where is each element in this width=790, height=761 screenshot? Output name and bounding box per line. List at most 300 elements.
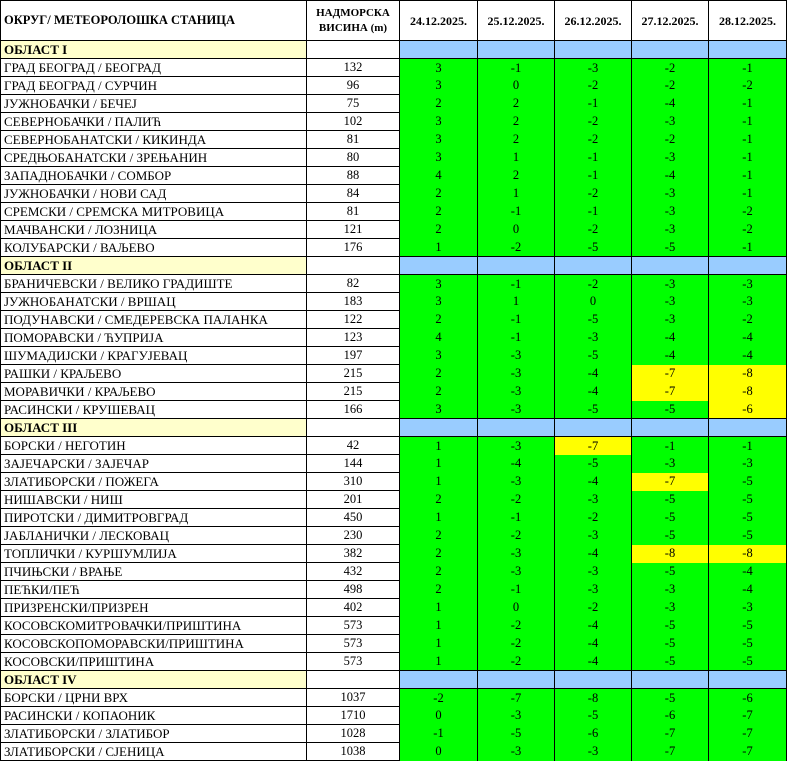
station-name: КОЛУБАРСКИ / ВАЉЕВО (1, 239, 307, 257)
station-row (1, 545, 787, 563)
station-row (1, 275, 787, 293)
temperature-value: -5 (555, 239, 632, 257)
section-elevation-cell (307, 671, 400, 689)
temperature-value: -7 (478, 689, 555, 707)
station-elevation: 176 (307, 239, 400, 257)
station-elevation: 498 (307, 581, 400, 599)
temperature-value: -5 (555, 311, 632, 329)
temperature-value: 2 (400, 527, 478, 545)
section-elevation-cell (307, 419, 400, 437)
station-row (1, 743, 787, 761)
header-elevation-line1: НАДМОРСКА (316, 6, 390, 19)
temperature-value: -1 (709, 239, 787, 257)
station-row (1, 437, 787, 455)
section-date-cell (709, 41, 787, 59)
temperature-value: 3 (400, 347, 478, 365)
header-row (1, 1, 787, 41)
temperature-value: -3 (632, 149, 709, 167)
station-name: ЗЛАТИБОРСКИ / СЈЕНИЦА (1, 743, 307, 761)
temperature-value: -8 (632, 545, 709, 563)
temperature-value: 1 (400, 635, 478, 653)
station-name: БРАНИЧЕВСКИ / ВЕЛИКО ГРАДИШТЕ (1, 275, 307, 293)
temperature-value: -7 (709, 707, 787, 725)
temperature-value: -3 (632, 221, 709, 239)
header-date: 26.12.2025. (555, 1, 632, 41)
station-elevation: 215 (307, 365, 400, 383)
header-date: 25.12.2025. (478, 1, 555, 41)
section-date-cell (478, 257, 555, 275)
section-elevation-cell (307, 257, 400, 275)
temperature-value: 0 (478, 77, 555, 95)
temperature-value: -4 (555, 473, 632, 491)
temperature-value: -2 (478, 239, 555, 257)
temperature-value: -1 (709, 437, 787, 455)
station-row (1, 527, 787, 545)
temperature-value: -5 (555, 347, 632, 365)
temperature-value: -4 (709, 347, 787, 365)
temperature-value: -4 (555, 365, 632, 383)
temperature-value: -1 (478, 509, 555, 527)
temperature-value: 0 (478, 599, 555, 617)
temperature-value: -5 (632, 653, 709, 671)
temperature-value: -3 (478, 347, 555, 365)
temperature-value: 1 (400, 473, 478, 491)
temperature-value: -3 (555, 563, 632, 581)
section-date-cell (709, 419, 787, 437)
station-elevation: 88 (307, 167, 400, 185)
temperature-value: -5 (555, 455, 632, 473)
station-elevation: 215 (307, 383, 400, 401)
temperature-value: 1 (400, 437, 478, 455)
station-elevation: 121 (307, 221, 400, 239)
temperature-value: 2 (400, 221, 478, 239)
temperature-value: -2 (555, 131, 632, 149)
station-elevation: 102 (307, 113, 400, 131)
section-elevation-cell (307, 41, 400, 59)
temperature-value: -2 (555, 275, 632, 293)
station-elevation: 84 (307, 185, 400, 203)
station-elevation: 197 (307, 347, 400, 365)
section-date-cell (555, 671, 632, 689)
temperature-value: 2 (400, 365, 478, 383)
temperature-value: -1 (478, 311, 555, 329)
temperature-value: -8 (709, 365, 787, 383)
station-name: ГРАД БЕОГРАД / БЕОГРАД (1, 59, 307, 77)
temperature-value: -3 (632, 185, 709, 203)
temperature-value: 2 (478, 131, 555, 149)
temperature-value: 1 (400, 617, 478, 635)
temperature-value: -2 (555, 599, 632, 617)
section-date-cell (632, 419, 709, 437)
temperature-value: -5 (709, 635, 787, 653)
temperature-value: -5 (632, 401, 709, 419)
station-row (1, 581, 787, 599)
temperature-value: -5 (555, 401, 632, 419)
station-row (1, 185, 787, 203)
temperature-value: -2 (555, 185, 632, 203)
temperature-value: -7 (632, 383, 709, 401)
section-label: ОБЛАСТ IV (1, 671, 307, 689)
station-name: ЗАЈЕЧАРСКИ / ЗАЈЕЧАР (1, 455, 307, 473)
station-elevation: 183 (307, 293, 400, 311)
temperature-value: -3 (709, 275, 787, 293)
temperature-value: -4 (555, 617, 632, 635)
temperature-value: 1 (400, 599, 478, 617)
station-elevation: 573 (307, 635, 400, 653)
section-row (1, 41, 787, 59)
station-elevation: 75 (307, 95, 400, 113)
temperature-value: -7 (709, 743, 787, 761)
temperature-value: -5 (478, 725, 555, 743)
section-row (1, 671, 787, 689)
station-elevation: 123 (307, 329, 400, 347)
station-row (1, 617, 787, 635)
station-name: БОРСКИ / НЕГОТИН (1, 437, 307, 455)
station-row (1, 131, 787, 149)
station-elevation: 81 (307, 203, 400, 221)
station-name: ПЕЋКИ/ПЕЋ (1, 581, 307, 599)
temperature-value: 1 (478, 185, 555, 203)
temperature-value: -5 (709, 527, 787, 545)
station-row (1, 95, 787, 113)
station-name: МАЧВАНСКИ / ЛОЗНИЦА (1, 221, 307, 239)
temperature-value: -1 (709, 185, 787, 203)
station-elevation: 1710 (307, 707, 400, 725)
temperature-value: -1 (478, 59, 555, 77)
temperature-value: -3 (632, 203, 709, 221)
temperature-value: 2 (478, 113, 555, 131)
temperature-value: -7 (632, 725, 709, 743)
station-name: ПОМОРАВСКИ / ЋУПРИЈА (1, 329, 307, 347)
temperature-value: 2 (400, 203, 478, 221)
section-date-cell (555, 419, 632, 437)
temperature-value: -1 (478, 329, 555, 347)
temperature-value: -5 (632, 509, 709, 527)
temperature-value: 1 (400, 239, 478, 257)
station-row (1, 365, 787, 383)
station-name: НИШАВСКИ / НИШ (1, 491, 307, 509)
temperature-value: 2 (400, 491, 478, 509)
section-date-cell (400, 419, 478, 437)
temperature-value: -3 (709, 455, 787, 473)
temperature-value: -1 (709, 149, 787, 167)
temperature-value: 3 (400, 149, 478, 167)
temperature-value: -3 (478, 401, 555, 419)
station-name: МОРАВИЧКИ / КРАЉЕВО (1, 383, 307, 401)
station-elevation: 230 (307, 527, 400, 545)
station-row (1, 653, 787, 671)
temperature-value: -3 (709, 293, 787, 311)
station-name: ЈАБЛАНИЧКИ / ЛЕСКОВАЦ (1, 527, 307, 545)
temperature-value: -3 (632, 311, 709, 329)
temperature-value: -6 (555, 725, 632, 743)
temperature-value: 2 (400, 545, 478, 563)
station-name: ЗАПАДНОБАЧКИ / СОМБОР (1, 167, 307, 185)
temperature-value: -2 (478, 617, 555, 635)
temperature-value: -3 (478, 545, 555, 563)
station-name: ЈУЖНОБАЧКИ / НОВИ САД (1, 185, 307, 203)
temperature-value: 0 (555, 293, 632, 311)
temperature-value: -3 (709, 599, 787, 617)
temperature-value: -4 (555, 635, 632, 653)
temperature-value: -2 (478, 491, 555, 509)
station-name: БОРСКИ / ЦРНИ ВРХ (1, 689, 307, 707)
table-body (1, 41, 787, 761)
station-elevation: 432 (307, 563, 400, 581)
temperature-value: 3 (400, 401, 478, 419)
temperature-value: -1 (709, 95, 787, 113)
station-name: ГРАД БЕОГРАД / СУРЧИН (1, 77, 307, 95)
station-name: СЕВЕРНОБАНАТСКИ / КИКИНДА (1, 131, 307, 149)
station-name: ТОПЛИЧКИ / КУРШУМЛИЈА (1, 545, 307, 563)
station-elevation: 122 (307, 311, 400, 329)
station-name: ЈУЖНОБАНАТСКИ / ВРШАЦ (1, 293, 307, 311)
station-row (1, 635, 787, 653)
station-row (1, 167, 787, 185)
station-row (1, 113, 787, 131)
temperature-value: 1 (400, 455, 478, 473)
temperature-value: -2 (632, 131, 709, 149)
station-name: РАШКИ / КРАЉЕВО (1, 365, 307, 383)
section-row (1, 419, 787, 437)
temperature-value: -7 (632, 473, 709, 491)
temperature-value: -1 (555, 203, 632, 221)
temperature-value: -1 (709, 167, 787, 185)
temperature-value: 3 (400, 113, 478, 131)
temperature-value: -4 (709, 329, 787, 347)
temperature-value: -2 (709, 77, 787, 95)
temperature-value: -5 (632, 491, 709, 509)
temperature-value: -2 (632, 77, 709, 95)
station-row (1, 563, 787, 581)
header-date: 28.12.2025. (709, 1, 787, 41)
temperature-value: -4 (555, 545, 632, 563)
temperature-value: 3 (400, 131, 478, 149)
temperature-value: -8 (709, 383, 787, 401)
temperature-value: -2 (709, 311, 787, 329)
station-row (1, 59, 787, 77)
temperature-value: -1 (478, 203, 555, 221)
section-date-cell (632, 671, 709, 689)
station-row (1, 473, 787, 491)
temperature-value: -1 (632, 437, 709, 455)
temperature-value: -7 (632, 743, 709, 761)
temperature-value: -5 (632, 239, 709, 257)
temperature-value: 3 (400, 59, 478, 77)
station-row (1, 725, 787, 743)
station-elevation: 80 (307, 149, 400, 167)
station-elevation: 1038 (307, 743, 400, 761)
temperature-value: -1 (555, 149, 632, 167)
section-date-cell (632, 257, 709, 275)
section-date-cell (400, 671, 478, 689)
temperature-value: -1 (709, 113, 787, 131)
station-name: СРЕМСКИ / СРЕМСКА МИТРОВИЦА (1, 203, 307, 221)
temperature-value: -7 (555, 437, 632, 455)
station-name: КОСОВСКОМИТРОВАЧКИ/ПРИШТИНА (1, 617, 307, 635)
temperature-value: -3 (478, 473, 555, 491)
temperature-value: -4 (632, 167, 709, 185)
temperature-value: 2 (400, 311, 478, 329)
station-row (1, 599, 787, 617)
station-name: КОСОВСКИ/ПРИШТИНА (1, 653, 307, 671)
station-name: СЕВЕРНОБАЧКИ / ПАЛИЋ (1, 113, 307, 131)
station-elevation: 96 (307, 77, 400, 95)
temperature-value: -2 (632, 59, 709, 77)
temperature-value: 1 (478, 293, 555, 311)
section-date-cell (555, 41, 632, 59)
section-date-cell (478, 419, 555, 437)
station-name: РАСИНСКИ / КРУШЕВАЦ (1, 401, 307, 419)
station-name: СРЕДЊОБАНАТСКИ / ЗРЕЊАНИН (1, 149, 307, 167)
temperature-value: 2 (478, 95, 555, 113)
section-date-cell (632, 41, 709, 59)
temperature-value: -3 (478, 383, 555, 401)
header-elevation-line2: ВИСИНА (m) (318, 21, 388, 34)
header-region-station: ОКРУГ/ МЕТЕОРОЛОШКА СТАНИЦА (1, 1, 307, 41)
temperature-value: 2 (400, 383, 478, 401)
temperature-value: -8 (709, 545, 787, 563)
temperature-value: -4 (632, 347, 709, 365)
temperature-value: -3 (555, 329, 632, 347)
temperature-value: -3 (632, 113, 709, 131)
station-elevation: 42 (307, 437, 400, 455)
temperature-value: -8 (555, 689, 632, 707)
temperature-value: -2 (400, 689, 478, 707)
temperature-value: -3 (478, 365, 555, 383)
temperature-value: -4 (709, 581, 787, 599)
station-row (1, 707, 787, 725)
station-elevation: 402 (307, 599, 400, 617)
temperature-value: -4 (555, 383, 632, 401)
temperature-value: -3 (632, 599, 709, 617)
station-row (1, 401, 787, 419)
section-date-cell (400, 257, 478, 275)
station-elevation: 132 (307, 59, 400, 77)
temperature-value: -5 (632, 689, 709, 707)
temperature-value: -1 (555, 167, 632, 185)
temperature-value: -4 (632, 95, 709, 113)
station-name: КОСОВСКОПОМОРАВСКИ/ПРИШТИНА (1, 635, 307, 653)
temperature-value: 2 (400, 185, 478, 203)
temperature-value: 3 (400, 77, 478, 95)
temperature-value: -6 (709, 401, 787, 419)
temperature-value: -5 (709, 653, 787, 671)
temperature-value: -2 (709, 221, 787, 239)
temperature-value: -6 (709, 689, 787, 707)
temperature-value: -1 (400, 725, 478, 743)
temperature-value: -3 (555, 527, 632, 545)
temperature-value: -2 (555, 77, 632, 95)
station-elevation: 1037 (307, 689, 400, 707)
temperature-value: -3 (478, 437, 555, 455)
temperature-value: -5 (632, 563, 709, 581)
station-name: РАСИНСКИ / КОПАОНИК (1, 707, 307, 725)
temperature-value: -5 (632, 527, 709, 545)
temperature-value: 0 (400, 743, 478, 761)
station-name: ЗЛАТИБОРСКИ / ПОЖЕГА (1, 473, 307, 491)
temperature-value: -3 (555, 59, 632, 77)
temperature-value: 2 (400, 95, 478, 113)
temperature-value: -5 (709, 617, 787, 635)
station-row (1, 203, 787, 221)
temperature-value: -3 (478, 563, 555, 581)
station-row (1, 347, 787, 365)
temperature-value: -3 (478, 743, 555, 761)
station-name: ПИРОТСКИ / ДИМИТРОВГРАД (1, 509, 307, 527)
station-row (1, 329, 787, 347)
station-elevation: 573 (307, 617, 400, 635)
temperature-value: -3 (555, 581, 632, 599)
station-elevation: 201 (307, 491, 400, 509)
temperature-value: -3 (478, 707, 555, 725)
station-name: ЗЛАТИБОРСКИ / ЗЛАТИБОР (1, 725, 307, 743)
temperature-value: -3 (632, 275, 709, 293)
temperature-value: -5 (709, 491, 787, 509)
station-name: ПРИЗРЕНСКИ/ПРИЗРЕН (1, 599, 307, 617)
temperature-value: -6 (632, 707, 709, 725)
station-name: ПЧИЊСКИ / ВРАЊЕ (1, 563, 307, 581)
section-row (1, 257, 787, 275)
station-name: ПОДУНАВСКИ / СМЕДЕРЕВСКА ПАЛАНКА (1, 311, 307, 329)
station-name: ЈУЖНОБАЧКИ / БЕЧЕЈ (1, 95, 307, 113)
temperature-value: -4 (632, 329, 709, 347)
station-row (1, 239, 787, 257)
temperature-value: -4 (555, 653, 632, 671)
temperature-value: 2 (400, 581, 478, 599)
temperature-value: 0 (400, 707, 478, 725)
station-row (1, 491, 787, 509)
section-date-cell (555, 257, 632, 275)
section-date-cell (709, 257, 787, 275)
header-elevation (307, 1, 400, 41)
station-row (1, 149, 787, 167)
station-row (1, 77, 787, 95)
station-elevation: 573 (307, 653, 400, 671)
station-elevation: 81 (307, 131, 400, 149)
temperature-value: 4 (400, 329, 478, 347)
station-elevation: 82 (307, 275, 400, 293)
station-elevation: 450 (307, 509, 400, 527)
temperature-value: -1 (709, 59, 787, 77)
header-date: 27.12.2025. (632, 1, 709, 41)
temperature-value: -3 (555, 491, 632, 509)
temperature-value: -5 (709, 473, 787, 491)
station-row (1, 509, 787, 527)
header-date: 24.12.2025. (400, 1, 478, 41)
temperature-value: -1 (478, 275, 555, 293)
temperature-value: -1 (478, 581, 555, 599)
temperature-value: 2 (400, 563, 478, 581)
section-label: ОБЛАСТ III (1, 419, 307, 437)
temperature-value: -1 (555, 95, 632, 113)
station-elevation: 166 (307, 401, 400, 419)
section-date-cell (709, 671, 787, 689)
temperature-value: -7 (632, 365, 709, 383)
temperature-value: 1 (400, 653, 478, 671)
station-elevation: 144 (307, 455, 400, 473)
temperature-value: 3 (400, 293, 478, 311)
station-row (1, 689, 787, 707)
station-row (1, 293, 787, 311)
station-row (1, 311, 787, 329)
temperature-value: -2 (478, 527, 555, 545)
temperature-value: -2 (478, 653, 555, 671)
station-elevation: 1028 (307, 725, 400, 743)
temperature-value: 3 (400, 275, 478, 293)
section-date-cell (400, 41, 478, 59)
temperature-value: 2 (478, 167, 555, 185)
